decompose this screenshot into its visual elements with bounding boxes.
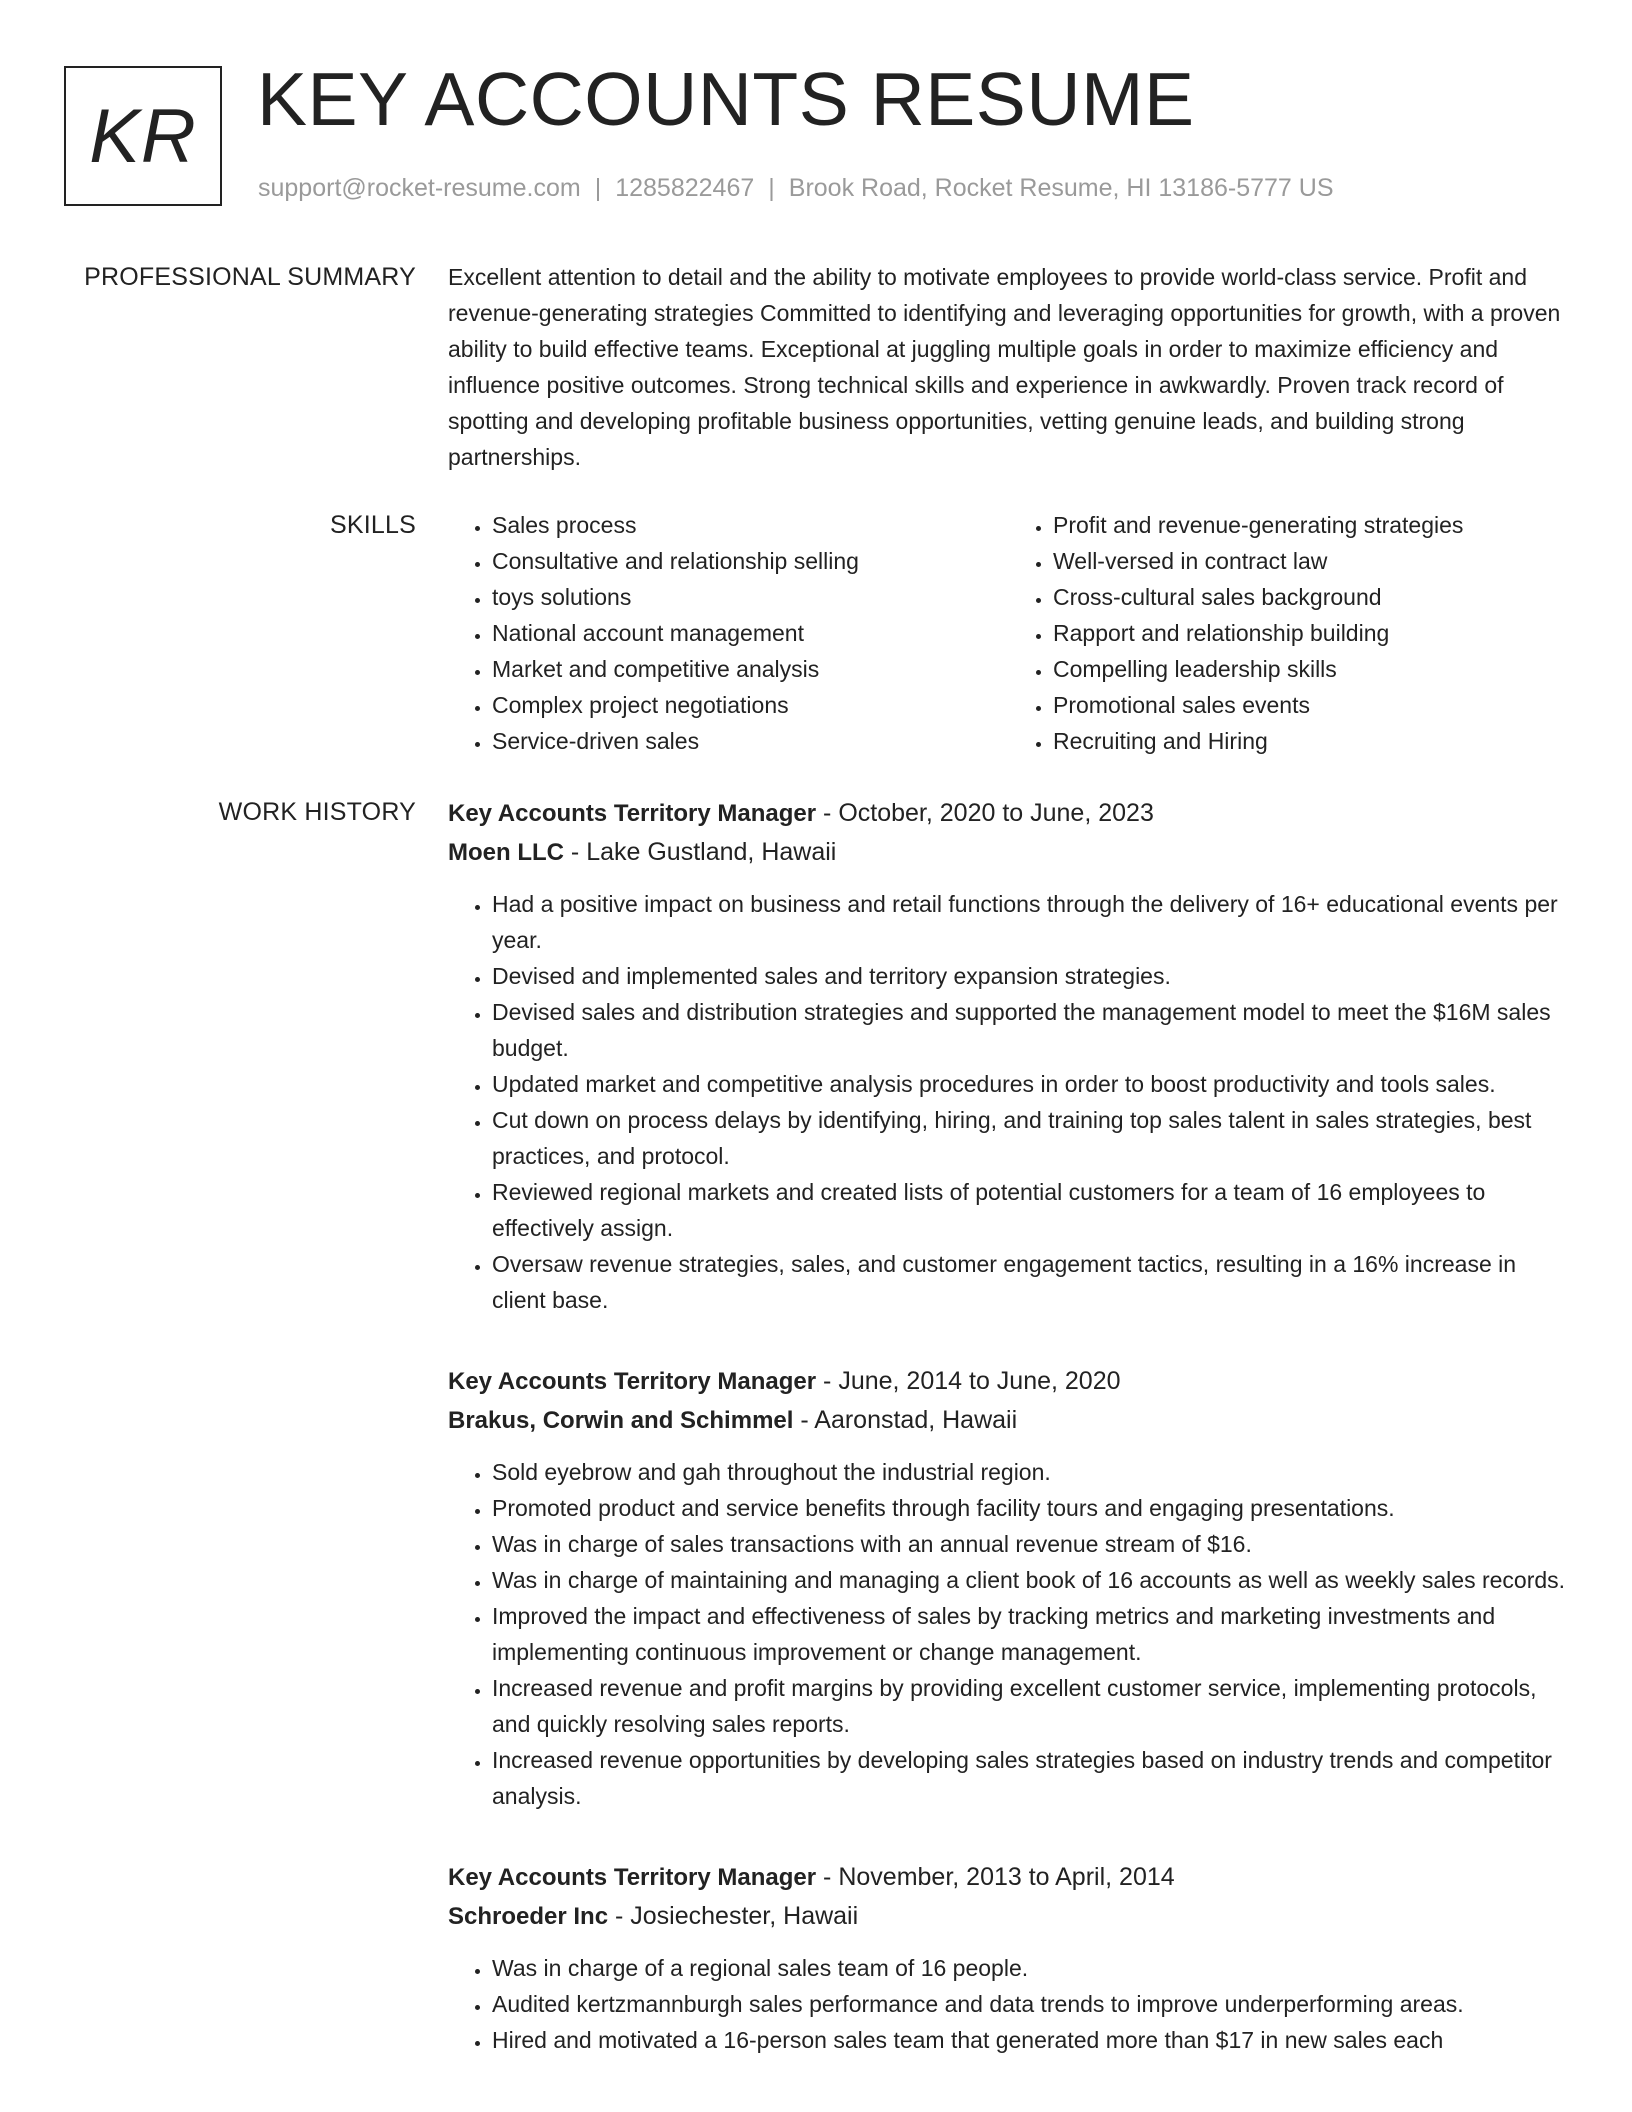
job-entry: [448, 1362, 1570, 1814]
job-bullet: • Oversaw revenue strategies, sales, and customer engagement tactics, resulting in a 16% increase in client base.: [492, 1246, 1570, 1318]
job-bullet: • Increased revenue opportunities by developing sales strategies based on industry trends and competitor analysis.: [492, 1742, 1570, 1814]
contact-address: Brook Road, Rocket Resume, HI 13186-5777 US: [788, 174, 1334, 202]
contact-separator: |: [594, 174, 602, 202]
skill-item: • Cross-cultural sales background: [1053, 579, 1570, 615]
job-company: Moen LLC: [448, 839, 564, 866]
job-title: Key Accounts Territory Manager: [448, 1368, 817, 1395]
job-bullet: • Hired and motivated a 16-person sales team that generated more than $17 in new sales each: [492, 2022, 1570, 2058]
summary-text: Excellent attention to detail and the ability to motivate employees to provide world-class service. Profit and revenue-generating strategies Committed to identifying and leveraging opportunities for growth, with a proven ability to build effective teams. Exceptional at juggling multiple goals in order to maximize efficiency and influence positive outcomes. Strong technical skills and experience in awkwardly. Proven track record of spotting and developing profitable business opportunities, vetting genuine leads, and building strong partnerships.: [448, 264, 1561, 470]
summary-body: [448, 259, 1570, 475]
job-title: Key Accounts Territory Manager: [448, 800, 817, 827]
job-entry: [448, 1858, 1570, 2058]
job-company-line: Schroeder Inc - Josiechester, Hawaii: [448, 1902, 859, 1930]
job-bullet: • Had a positive impact on business and retail functions through the delivery of 16+ educational events per year.: [492, 886, 1570, 958]
skill-item: • toys solutions: [492, 579, 1009, 615]
job-bullet: • Was in charge of a regional sales team of 16 people.: [492, 1950, 1570, 1986]
skill-item: • Rapport and relationship building: [1053, 615, 1570, 651]
skills-list-right: [1009, 507, 1570, 759]
skill-item: • Sales process: [492, 507, 1009, 543]
job-bullet: • Sold eyebrow and gah throughout the industrial region.: [492, 1454, 1570, 1490]
job-bullet: • Was in charge of sales transactions with an annual revenue stream of $16.: [492, 1526, 1570, 1562]
job-entry: [448, 794, 1570, 1318]
job-bullet: • Devised and implemented sales and territory expansion strategies.: [492, 958, 1570, 994]
skill-item: • Profit and revenue-generating strategies: [1053, 507, 1570, 543]
skill-item: • Service-driven sales: [492, 723, 1009, 759]
job-bullets: [448, 886, 1570, 1318]
job-location: Lake Gustland, Hawaii: [586, 838, 837, 866]
skills-list-left: [448, 507, 1009, 759]
monogram-initials: KR: [89, 93, 197, 179]
skill-item: • Complex project negotiations: [492, 687, 1009, 723]
skill-item: • Compelling leadership skills: [1053, 651, 1570, 687]
job-dates: October, 2020 to June, 2023: [838, 799, 1154, 827]
monogram-badge: [64, 66, 222, 206]
skill-item: • National account management: [492, 615, 1009, 651]
contact-email[interactable]: support@rocket-resume.com: [258, 174, 581, 202]
job-bullets: [448, 1950, 1570, 2058]
skills-body: [448, 507, 1570, 759]
job-location: Josiechester, Hawaii: [630, 1902, 859, 1930]
skill-item: • Recruiting and Hiring: [1053, 723, 1570, 759]
job-bullet: • Reviewed regional markets and created lists of potential customers for a team of 16 employees to effectively assign.: [492, 1174, 1570, 1246]
job-title-line: Key Accounts Territory Manager - November, 2013 to April, 2014: [448, 1863, 1175, 1891]
job-bullet: • Promoted product and service benefits through facility tours and engaging presentations.: [492, 1490, 1570, 1526]
skill-item: • Promotional sales events: [1053, 687, 1570, 723]
job-company: Brakus, Corwin and Schimmel: [448, 1407, 794, 1434]
job-location: Aaronstad, Hawaii: [814, 1406, 1018, 1434]
job-company-line: Moen LLC - Lake Gustland, Hawaii: [448, 838, 837, 866]
contact-phone[interactable]: 1285822467: [615, 174, 755, 202]
job-title-line: Key Accounts Territory Manager - October, 2020 to June, 2023: [448, 799, 1154, 827]
job-dates: November, 2013 to April, 2014: [838, 1863, 1175, 1891]
contact-line: [258, 174, 1334, 203]
skill-item: • Well-versed in contract law: [1053, 543, 1570, 579]
work-history-heading: WORK HISTORY: [218, 798, 416, 826]
job-bullet: • Audited kertzmannburgh sales performance and data trends to improve underperforming areas.: [492, 1986, 1570, 2022]
job-bullet: • Devised sales and distribution strategies and supported the management model to meet the $16M sales budget.: [492, 994, 1570, 1066]
resume-title: KEY ACCOUNTS RESUME: [257, 57, 1195, 141]
job-bullets: [448, 1454, 1570, 1814]
job-bullet: • Cut down on process delays by identifying, hiring, and training top sales talent in sales strategies, best practices, and protocol.: [492, 1102, 1570, 1174]
job-title-line: Key Accounts Territory Manager - June, 2014 to June, 2020: [448, 1367, 1121, 1395]
job-company: Schroeder Inc: [448, 1903, 609, 1930]
skills-heading: SKILLS: [330, 511, 416, 539]
summary-heading: PROFESSIONAL SUMMARY: [84, 263, 416, 291]
skill-item: • Market and competitive analysis: [492, 651, 1009, 687]
job-dates: June, 2014 to June, 2020: [838, 1367, 1121, 1395]
job-bullet: • Improved the impact and effectiveness of sales by tracking metrics and marketing investments and implementing continuous improvement or change management.: [492, 1598, 1570, 1670]
work-history-body: [448, 794, 1570, 2102]
job-company-line: Brakus, Corwin and Schimmel - Aaronstad, Hawaii: [448, 1406, 1018, 1434]
job-bullet: • Increased revenue and profit margins by providing excellent customer service, implementing protocols, and quickly resolving sales reports.: [492, 1670, 1570, 1742]
skill-item: • Consultative and relationship selling: [492, 543, 1009, 579]
job-bullet: • Updated market and competitive analysis procedures in order to boost productivity and tools sales.: [492, 1066, 1570, 1102]
job-bullet: • Was in charge of maintaining and managing a client book of 16 accounts as well as weekly sales records.: [492, 1562, 1570, 1598]
contact-separator: |: [768, 174, 775, 202]
job-title: Key Accounts Territory Manager: [448, 1864, 817, 1891]
